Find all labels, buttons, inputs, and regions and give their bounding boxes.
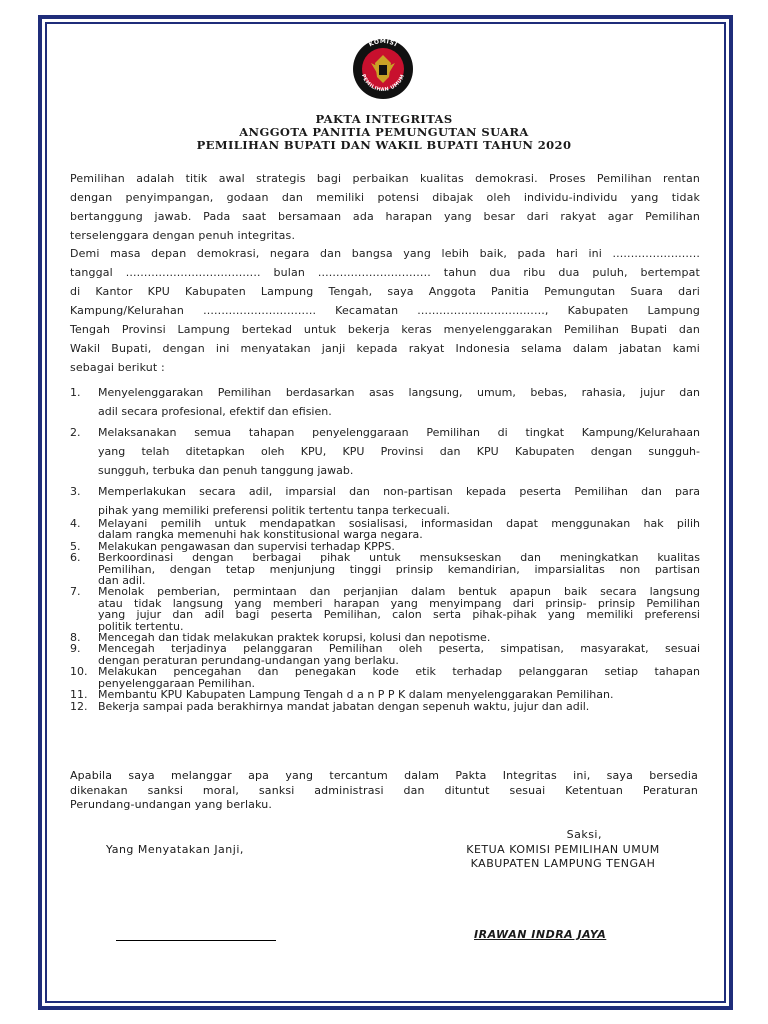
list-item-number: 1. bbox=[70, 386, 81, 399]
list-item-number: 12. bbox=[70, 699, 88, 713]
witness-label: Saksi, bbox=[566, 828, 602, 841]
list-item-text: Bekerja sampai pada berakhirnya mandat jabatan dengan sepenuh waktu, jujur dan adil. bbox=[98, 699, 590, 713]
list-item-text: Menyelenggarakan Pemilihan berdasarkan asas langsung, umum, bebas, rahasia, jujur dan adil secara profesional, efektif dan efisien. bbox=[98, 386, 700, 418]
commitment-list-a bbox=[70, 383, 700, 522]
list-item bbox=[70, 666, 700, 689]
kpu-logo bbox=[351, 33, 415, 105]
logo-top-text: KOMISI bbox=[367, 37, 399, 49]
list-item-text: Menolak pemberian, permintaan dan perjanjian dalam bentuk apapun baik secara langsung atau tidak langsung yang memberi harapan yang menyimpang dari prinsip- prinsip Pemilihan yang jujur dan adil bagi peserta Pemilihan, calon serta pihak-pihak yang memiliki preferensi politik tertentu. bbox=[98, 585, 700, 633]
list-item-number: 8. bbox=[70, 631, 81, 645]
list-item-number: 10. bbox=[70, 665, 88, 679]
list-item-number: 2. bbox=[70, 426, 81, 439]
list-item-number: 9. bbox=[70, 642, 81, 656]
commitment-list-b bbox=[70, 518, 700, 712]
list-item-text: Mencegah terjadinya pelanggaran Pemilihan oleh peserta, simpatisan, masyarakat, sesuai dengan peraturan perundang-undangan yang berlaku. bbox=[98, 642, 700, 667]
closing-paragraph: Apabila saya melanggar apa yang tercantum dalam Pakta Integritas ini, saya bersedia dikenakan sanksi moral, sanksi administrasi dan dituntut sesuai Ketentuan Peraturan Perundang-undangan yang berlaku. bbox=[70, 769, 698, 811]
declarant-signature-line bbox=[116, 940, 276, 941]
statement-paragraph: Demi masa depan demokrasi, negara dan bangsa yang lebih baik, pada hari ini ........................ tanggal ..................................... bulan ............................... tahun dua ribu dua puluh, bertempat di Kantor KPU Kabupaten Lampung Tengah, saya Anggota Panitia Pemungutan Suara dari Kampung/Kelurahan ............................... Kecamatan ..................................., Kabupaten Lampung Tengah Provinsi Lampung bertekad untuk bekerja keras menyelenggarakan Pemilihan Bupati dan Wakil Bupati, dengan ini menyatakan janji kepada rakyat Indonesia selama dalam jabatan kami sebagai berikut : bbox=[70, 247, 700, 374]
list-item-text: Berkoordinasi dengan berbagai pihak untuk mensukseskan dan meningkatkan kualitas Pemilihan, dengan tetap menjunjung tinggi prinsip kemandirian, imparsialitas non partisan dan adil. bbox=[98, 551, 700, 588]
list-item bbox=[70, 701, 700, 712]
witness-title-line-2: KABUPATEN LAMPUNG TENGAH bbox=[470, 857, 656, 870]
logo-bottom-text: PEMILIHAN UMUM bbox=[359, 73, 407, 94]
list-item-number: 6. bbox=[70, 551, 81, 565]
list-item bbox=[70, 643, 700, 666]
list-item-number: 4. bbox=[70, 517, 81, 530]
list-item bbox=[70, 383, 700, 421]
title-line-3: PEMILIHAN BUPATI DAN WAKIL BUPATI TAHUN 2020 bbox=[196, 138, 572, 152]
list-item-number: 5. bbox=[70, 539, 81, 553]
list-item-text: Membantu KPU Kabupaten Lampung Tengah d a n P P K dalam menyelenggarakan Pemilihan. bbox=[98, 688, 614, 702]
list-item bbox=[70, 482, 700, 520]
list-item-text: Melakukan pengawasan dan supervisi terhadap KPPS. bbox=[98, 539, 395, 553]
intro-paragraph: Pemilihan adalah titik awal strategis bagi perbaikan kualitas demokrasi. Proses Pemilihan rentan dengan penyimpangan, godaan dan memiliki potensi dibajak oleh individu-individu yang tidak bertanggung jawab. Pada saat bersamaan ada harapan yang besar dari rakyat agar Pemilihan terselenggara dengan penuh integritas. bbox=[70, 172, 700, 242]
list-item-number: 3. bbox=[70, 485, 81, 498]
title-line-1: PAKTA INTEGRITAS bbox=[315, 112, 453, 126]
list-item-number: 11. bbox=[70, 688, 88, 702]
list-item bbox=[70, 689, 700, 700]
witness-block bbox=[420, 828, 706, 872]
list-item bbox=[70, 423, 700, 480]
list-item bbox=[70, 552, 700, 586]
list-item-number: 7. bbox=[70, 585, 81, 599]
list-item bbox=[70, 586, 700, 632]
list-item-text: Melayani pemilih untuk mendapatkan sosialisasi, informasidan dapat menggunakan hak pilih dalam rangka memenuhi hak konstitusional warga negara. bbox=[98, 517, 700, 542]
witness-title-line-1: KETUA KOMISI PEMILIHAN UMUM bbox=[466, 842, 660, 856]
list-item-text: Melaksanakan semua tahapan penyelenggaraan Pemilihan di tingkat Kampung/Kelurahaan yang telah ditetapkan oleh KPU, KPU Provinsi dan KPU Kabupaten dengan sungguh- sungguh, terbuka dan penuh tanggung jawab. bbox=[98, 426, 700, 477]
list-item-text: Melakukan pencegahan dan penegakan kode etik terhadap pelanggaran setiap tahapan penyelenggaraan Pemilihan. bbox=[98, 665, 700, 690]
witness-name: IRAWAN INDRA JAYA bbox=[474, 928, 607, 941]
title-line-2: ANGGOTA PANITIA PEMUNGUTAN SUARA bbox=[239, 125, 529, 139]
list-item bbox=[70, 518, 700, 541]
document-title bbox=[60, 113, 708, 152]
list-item-text: Mencegah dan tidak melakukan praktek korupsi, kolusi dan nepotisme. bbox=[98, 631, 491, 645]
declarant-label: Yang Menyatakan Janji, bbox=[106, 843, 244, 856]
list-item-text: Memperlakukan secara adil, imparsial dan non-partisan kepada peserta Pemilihan dan para pihak yang memiliki preferensi politik tertentu tanpa terkecuali. bbox=[98, 485, 700, 517]
